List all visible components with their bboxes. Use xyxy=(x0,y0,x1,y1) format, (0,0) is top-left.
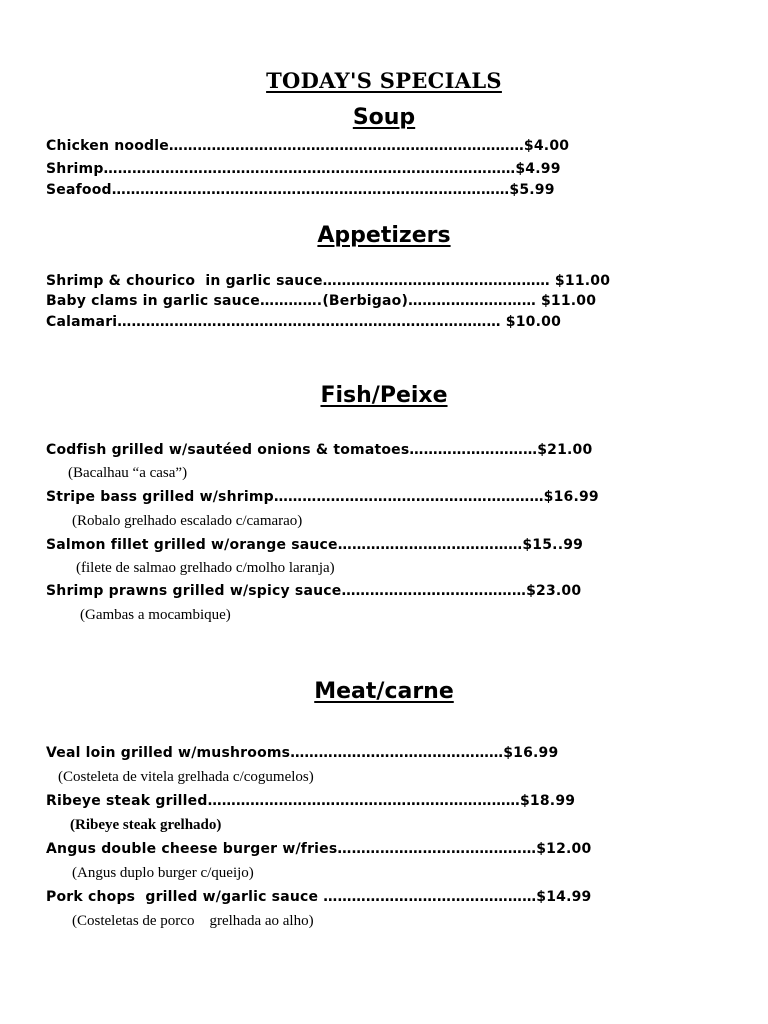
menu-item-translation: (Robalo grelhado escalado c/camarao) xyxy=(72,513,303,529)
menu-item: Chicken noodle…………………………………………………………………$4.00 xyxy=(46,138,570,154)
menu-item-translation: (Costeletas de porco grelhada ao alho) xyxy=(72,913,314,929)
menu-item: Shrimp & chourico in garlic sauce………………………………………… $11.00 xyxy=(46,273,611,289)
menu-item: Shrimp prawns grilled w/spicy sauce…………………………………$23.00 xyxy=(46,583,582,599)
menu-item: Pork chops grilled w/garlic sauce ………………………………………$14.99 xyxy=(46,889,592,905)
menu-item-translation: (filete de salmao grelhado c/molho laranja) xyxy=(76,560,335,576)
menu-item-translation: (Costeleta de vitela grelhada c/cogumelos) xyxy=(58,769,314,785)
menu-item: Baby clams in garlic sauce………….(Berbigao)……………………… $11.00 xyxy=(46,293,597,309)
menu-item: Seafood…………………………………………………………………………$5.99 xyxy=(46,182,555,198)
menu-item: Stripe bass grilled w/shrimp…………………………………………………$16.99 xyxy=(46,489,599,505)
menu-item: Ribeye steak grilled…………………………………………………………$18.99 xyxy=(46,793,576,809)
page-title: TODAY'S SPECIALS xyxy=(266,68,502,93)
section-heading-soup: Soup xyxy=(352,105,416,130)
menu-item-translation: (Angus duplo burger c/queijo) xyxy=(72,865,254,881)
menu-item: Salmon fillet grilled w/orange sauce…………………………………$15..99 xyxy=(46,537,584,553)
section-heading-fish: Fish/Peixe xyxy=(320,383,448,408)
menu-item: Calamari……………………………………………………………………… $10.00 xyxy=(46,314,562,330)
menu-item: Codfish grilled w/sautéed onions & tomatoes………………………$21.00 xyxy=(46,442,593,458)
menu-item: Shrimp……………………………………………………………………………$4.99 xyxy=(46,161,561,177)
menu-item-translation: (Bacalhau “a casa”) xyxy=(68,465,188,481)
menu-item: Angus double cheese burger w/fries……………………………………$12.00 xyxy=(46,841,592,857)
menu-item: Veal loin grilled w/mushrooms………………………………………$16.99 xyxy=(46,745,559,761)
menu-item-translation: (Ribeye steak grelhado) xyxy=(70,817,222,833)
section-heading-appetizers: Appetizers xyxy=(317,223,451,248)
section-heading-meat: Meat/carne xyxy=(314,679,454,704)
menu-item-translation: (Gambas a mocambique) xyxy=(80,607,231,623)
